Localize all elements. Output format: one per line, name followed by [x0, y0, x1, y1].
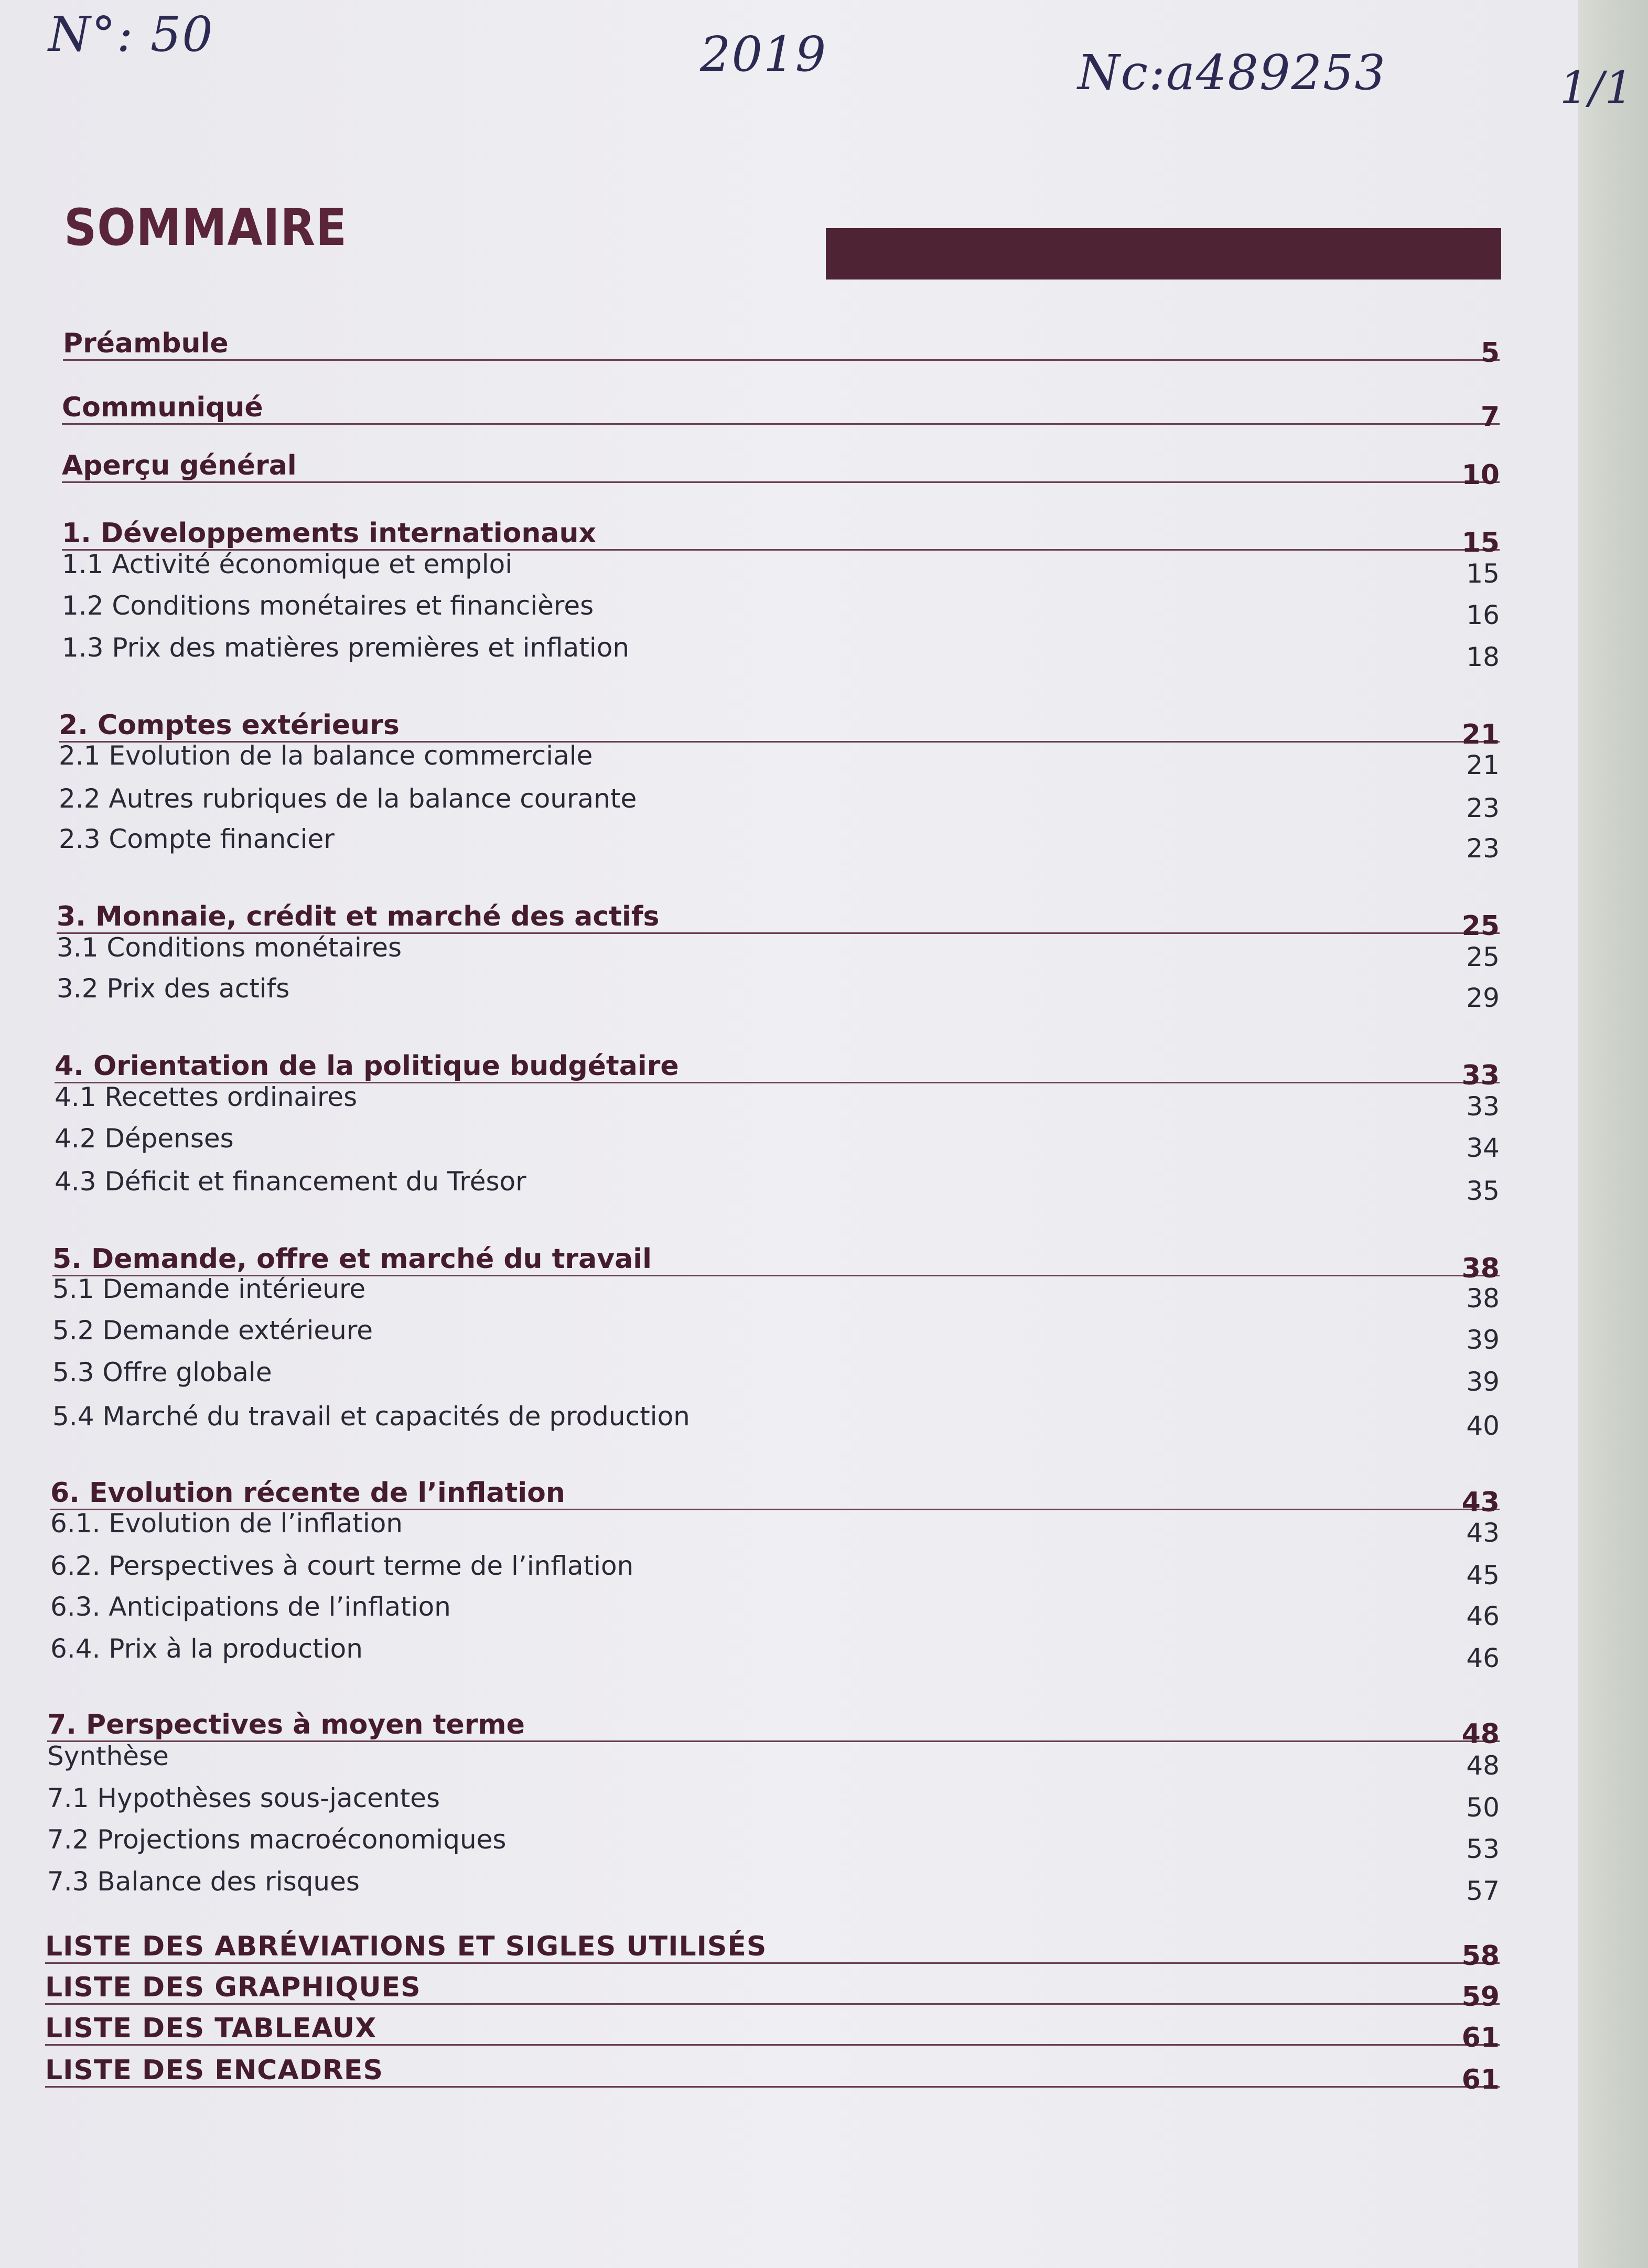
toc-page: 38: [1461, 1253, 1500, 1284]
toc-label: 7.3 Balance des risques: [47, 1866, 360, 1897]
toc-row-2-1[interactable]: [59, 735, 1500, 780]
toc-label: LISTE DES ABRÉVIATIONS ET SIGLES UTILISÉS: [45, 1931, 767, 1962]
page-title: SOMMAIRE: [64, 198, 348, 257]
toc-page: 35: [1466, 1176, 1500, 1206]
toc-row-encadres[interactable]: [45, 2046, 1500, 2095]
toc-row-section-1[interactable]: [62, 501, 1500, 558]
toc-row-4-1[interactable]: [55, 1077, 1500, 1122]
toc-row-4-2[interactable]: [55, 1118, 1500, 1163]
toc-page: 10: [1461, 459, 1500, 491]
toc-label: 6.2. Perspectives à court terme de l’inflation: [50, 1551, 634, 1581]
toc-row-2-3[interactable]: [59, 819, 1500, 864]
toc-page: 7: [1480, 401, 1500, 433]
toc-page: 16: [1466, 600, 1500, 630]
toc-page: 15: [1466, 558, 1500, 589]
toc-row-5-3[interactable]: [52, 1352, 1500, 1397]
toc-label: Communiqué: [62, 392, 263, 423]
toc-label: 5. Demande, offre et marché du travail: [52, 1243, 652, 1275]
toc-row-6-2[interactable]: [50, 1545, 1500, 1590]
toc-page: 33: [1466, 1091, 1500, 1122]
toc-label: 1. Développements internationaux: [62, 518, 597, 549]
toc-page: 5: [1480, 337, 1500, 369]
toc-row-3-1[interactable]: [57, 927, 1500, 972]
toc-page: 38: [1466, 1283, 1500, 1314]
toc-label: 6.1. Evolution de l’inflation: [50, 1508, 403, 1539]
toc-label: LISTE DES TABLEAUX: [45, 2013, 377, 2044]
handwritten-reference: Nc:a489253: [1078, 45, 1387, 101]
toc-label: 5.2 Demande extérieure: [52, 1315, 373, 1346]
toc-label: 3.2 Prix des actifs: [57, 973, 290, 1004]
toc-row-6-1[interactable]: [50, 1503, 1500, 1548]
toc-label: 7.2 Projections macroéconomiques: [47, 1824, 507, 1855]
toc-row-2-2[interactable]: [59, 778, 1500, 823]
toc-page: 48: [1466, 1750, 1500, 1781]
toc-page: 21: [1461, 719, 1500, 750]
toc-label: LISTE DES ENCADRES: [45, 2055, 383, 2086]
toc-page: 25: [1466, 942, 1500, 972]
toc-label: 3. Monnaie, crédit et marché des actifs: [57, 901, 660, 932]
toc-row-synthese[interactable]: [47, 1736, 1500, 1781]
toc-page: 23: [1466, 833, 1500, 864]
handwritten-pages: 1/1: [1560, 62, 1634, 113]
toc-page: 59: [1461, 1981, 1500, 2013]
toc-label: 3.1 Conditions monétaires: [57, 932, 402, 963]
toc-label: 1.3 Prix des matières premières et inflation: [62, 632, 630, 663]
toc-page: 50: [1466, 1792, 1500, 1823]
toc-label: 2.2 Autres rubriques de la balance courante: [59, 783, 637, 814]
toc-row-section-3[interactable]: [57, 884, 1500, 942]
toc-label: 6. Evolution récente de l’inflation: [50, 1477, 565, 1509]
toc-row-5-2[interactable]: [52, 1310, 1500, 1355]
toc-page: 43: [1461, 1487, 1500, 1518]
toc-label: Aperçu général: [62, 450, 297, 481]
toc-row-5-1[interactable]: [52, 1269, 1500, 1314]
toc-label: 5.1 Demande intérieure: [52, 1274, 366, 1304]
toc-row-section-4[interactable]: [55, 1033, 1500, 1091]
toc-row-3-2[interactable]: [57, 968, 1500, 1013]
toc-label: 6.4. Prix à la production: [50, 1633, 363, 1664]
toc-label: 4.2 Dépenses: [55, 1123, 234, 1154]
toc-row-tableaux[interactable]: [45, 2005, 1500, 2054]
toc-row-graphiques[interactable]: [45, 1964, 1500, 2013]
toc-row-1-3[interactable]: [62, 627, 1500, 672]
page-edge: [1578, 0, 1648, 2268]
title-decoration-bar: [826, 228, 1501, 280]
toc-page: 45: [1466, 1560, 1500, 1590]
toc-row-communique[interactable]: [62, 373, 1500, 433]
toc-page: 48: [1461, 1718, 1500, 1750]
toc-row-apercu[interactable]: [62, 433, 1500, 491]
toc-page: 33: [1461, 1060, 1500, 1091]
toc-page: 57: [1466, 1876, 1500, 1906]
toc-row-5-4[interactable]: [52, 1396, 1500, 1441]
toc-row-4-3[interactable]: [55, 1161, 1500, 1206]
toc-row-7-1[interactable]: [47, 1778, 1500, 1823]
toc-page: 21: [1466, 750, 1500, 780]
toc-row-6-4[interactable]: [50, 1628, 1500, 1673]
toc-page: 34: [1466, 1133, 1500, 1163]
toc-page: 46: [1466, 1643, 1500, 1673]
toc-label: 4.1 Recettes ordinaires: [55, 1082, 358, 1112]
toc-label: 1.2 Conditions monétaires et financières: [62, 590, 594, 621]
toc-page: 58: [1461, 1940, 1500, 1972]
toc-page: 18: [1466, 642, 1500, 672]
toc-row-6-3[interactable]: [50, 1586, 1500, 1631]
toc-label: 2. Comptes extérieurs: [59, 710, 400, 741]
toc-label: 4. Orientation de la politique budgétaire: [55, 1050, 679, 1082]
toc-page: 39: [1466, 1325, 1500, 1355]
toc-page: 61: [1461, 2064, 1500, 2095]
toc-page: 46: [1466, 1601, 1500, 1631]
toc-label: 2.3 Compte financier: [59, 824, 335, 854]
toc-page: 43: [1466, 1518, 1500, 1548]
toc-row-7-2[interactable]: [47, 1819, 1500, 1864]
toc-page: 61: [1461, 2022, 1500, 2054]
toc-label: 7. Perspectives à moyen terme: [47, 1709, 525, 1740]
toc-label: 4.3 Déficit et financement du Trésor: [55, 1166, 526, 1197]
toc-row-7-3[interactable]: [47, 1861, 1500, 1906]
toc-row-1-2[interactable]: [62, 585, 1500, 630]
toc-label: 6.3. Anticipations de l’inflation: [50, 1592, 451, 1622]
toc-page: 39: [1466, 1367, 1500, 1397]
toc-label: 7.1 Hypothèses sous-jacentes: [47, 1783, 440, 1813]
toc-page: 29: [1466, 983, 1500, 1013]
toc-label: 1.1 Activité économique et emploi: [62, 549, 513, 579]
toc-label: 2.1 Evolution de la balance commerciale: [59, 740, 593, 771]
toc-page: 25: [1461, 910, 1500, 942]
toc-page: 15: [1461, 527, 1500, 558]
toc-page: 53: [1466, 1834, 1500, 1864]
toc-label: 5.4 Marché du travail et capacités de production: [52, 1401, 690, 1432]
toc-label: Préambule: [63, 328, 229, 359]
toc-page: 23: [1466, 793, 1500, 823]
toc-label: 5.3 Offre globale: [52, 1357, 272, 1388]
toc-row-abbreviations[interactable]: [45, 1922, 1500, 1972]
handwritten-year: 2019: [700, 26, 827, 82]
toc-row-1-1[interactable]: [62, 544, 1500, 589]
toc-label: LISTE DES GRAPHIQUES: [45, 1972, 421, 2003]
toc-row-section-7[interactable]: [47, 1692, 1500, 1750]
handwritten-number: N°: 50: [48, 6, 214, 62]
toc-label: Synthèse: [47, 1741, 169, 1771]
toc-page: 40: [1466, 1411, 1500, 1441]
toc-row-preambule[interactable]: [63, 315, 1500, 369]
